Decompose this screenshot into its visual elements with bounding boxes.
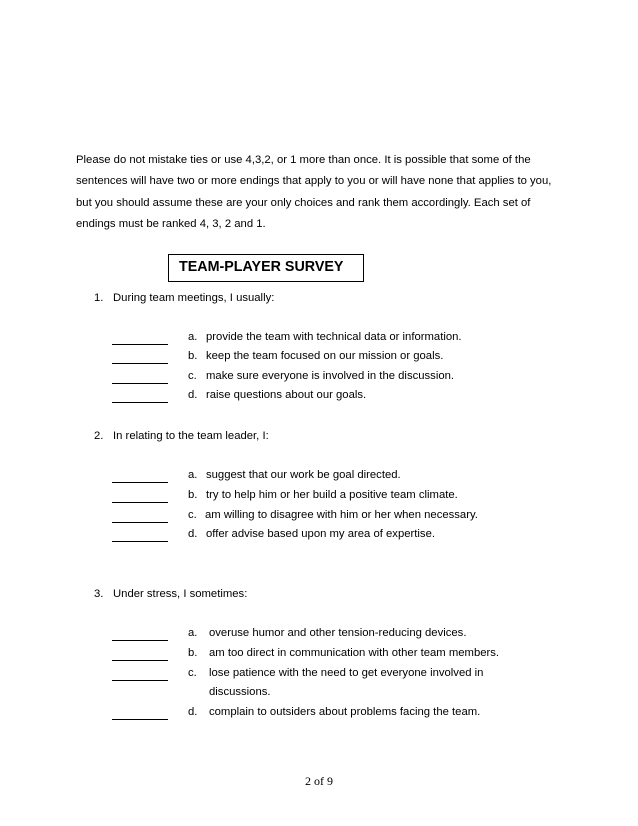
instructions-line: but you should assume these are your only choices and rank them accordingly. Each set of [76, 196, 531, 209]
answer-option-continuation [0, 686, 638, 704]
option-text: am willing to disagree with him or her when necessary. [205, 509, 478, 521]
answer-option [0, 489, 638, 507]
option-text: lose patience with the need to get everyone involved in [209, 667, 484, 679]
question-number: 3. [94, 588, 104, 600]
option-letter: b. [188, 350, 198, 362]
option-letter: c. [188, 509, 197, 521]
answer-option [0, 370, 638, 388]
answer-option [0, 389, 638, 407]
question-3 [94, 588, 247, 600]
instructions-line: sentences will have two or more endings that apply to you or will have none that applies to you, [76, 175, 552, 188]
question-1 [94, 292, 274, 304]
answer-option [0, 647, 638, 665]
rank-blank[interactable] [112, 640, 168, 641]
option-text: complain to outsiders about problems facing the team. [209, 706, 481, 718]
answer-option [0, 469, 638, 487]
question-text: During team meetings, I usually: [113, 292, 275, 304]
option-text: keep the team focused on our mission or goals. [206, 350, 444, 362]
option-letter: c. [188, 370, 197, 382]
rank-blank[interactable] [112, 680, 168, 681]
rank-blank[interactable] [112, 502, 168, 503]
rank-blank[interactable] [112, 482, 168, 483]
option-letter: a. [188, 627, 198, 639]
option-letter: c. [188, 667, 197, 679]
option-text: make sure everyone is involved in the discussion. [206, 370, 455, 382]
question-text: In relating to the team leader, I: [113, 430, 269, 442]
rank-blank[interactable] [112, 402, 168, 403]
rank-blank[interactable] [112, 541, 168, 542]
option-letter: d. [188, 528, 198, 540]
question-number: 2. [94, 430, 104, 442]
rank-blank[interactable] [112, 383, 168, 384]
answer-option [0, 528, 638, 546]
option-letter: d. [188, 389, 198, 401]
instructions-paragraph [76, 150, 576, 235]
rank-blank[interactable] [112, 660, 168, 661]
instructions-line: endings must be ranked 4, 3, 2 and 1. [76, 217, 266, 230]
rank-blank[interactable] [112, 522, 168, 523]
option-letter: b. [188, 647, 198, 659]
option-text: discussions. [209, 686, 271, 698]
instructions-line: Please do not mistake ties or use 4,3,2, or 1 more than once. It is possible that some of the [76, 154, 531, 166]
option-text: suggest that our work be goal directed. [206, 469, 401, 481]
option-text: overuse humor and other tension-reducing devices. [209, 627, 467, 639]
option-letter: b. [188, 489, 198, 501]
answer-option [0, 627, 638, 645]
answer-option [0, 667, 638, 685]
option-text: raise questions about our goals. [206, 389, 367, 401]
option-text: provide the team with technical data or information. [206, 331, 462, 343]
answer-option [0, 706, 638, 724]
question-2 [94, 430, 269, 442]
survey-title-box [168, 254, 364, 282]
option-text: am too direct in communication with other team members. [209, 647, 500, 659]
question-number: 1. [94, 292, 104, 304]
option-letter: d. [188, 706, 198, 718]
rank-blank[interactable] [112, 719, 168, 720]
option-letter: a. [188, 331, 198, 343]
rank-blank[interactable] [112, 344, 168, 345]
question-text: Under stress, I sometimes: [113, 588, 248, 600]
answer-option [0, 350, 638, 368]
answer-option [0, 331, 638, 349]
option-letter: a. [188, 469, 198, 481]
answer-option [0, 509, 638, 527]
rank-blank[interactable] [112, 363, 168, 364]
page-number: 2 of 9 [305, 774, 333, 788]
option-text: offer advise based upon my area of expertise. [206, 528, 436, 540]
option-text: try to help him or her build a positive team climate. [206, 489, 458, 501]
survey-title: TEAM-PLAYER SURVEY [179, 259, 344, 275]
